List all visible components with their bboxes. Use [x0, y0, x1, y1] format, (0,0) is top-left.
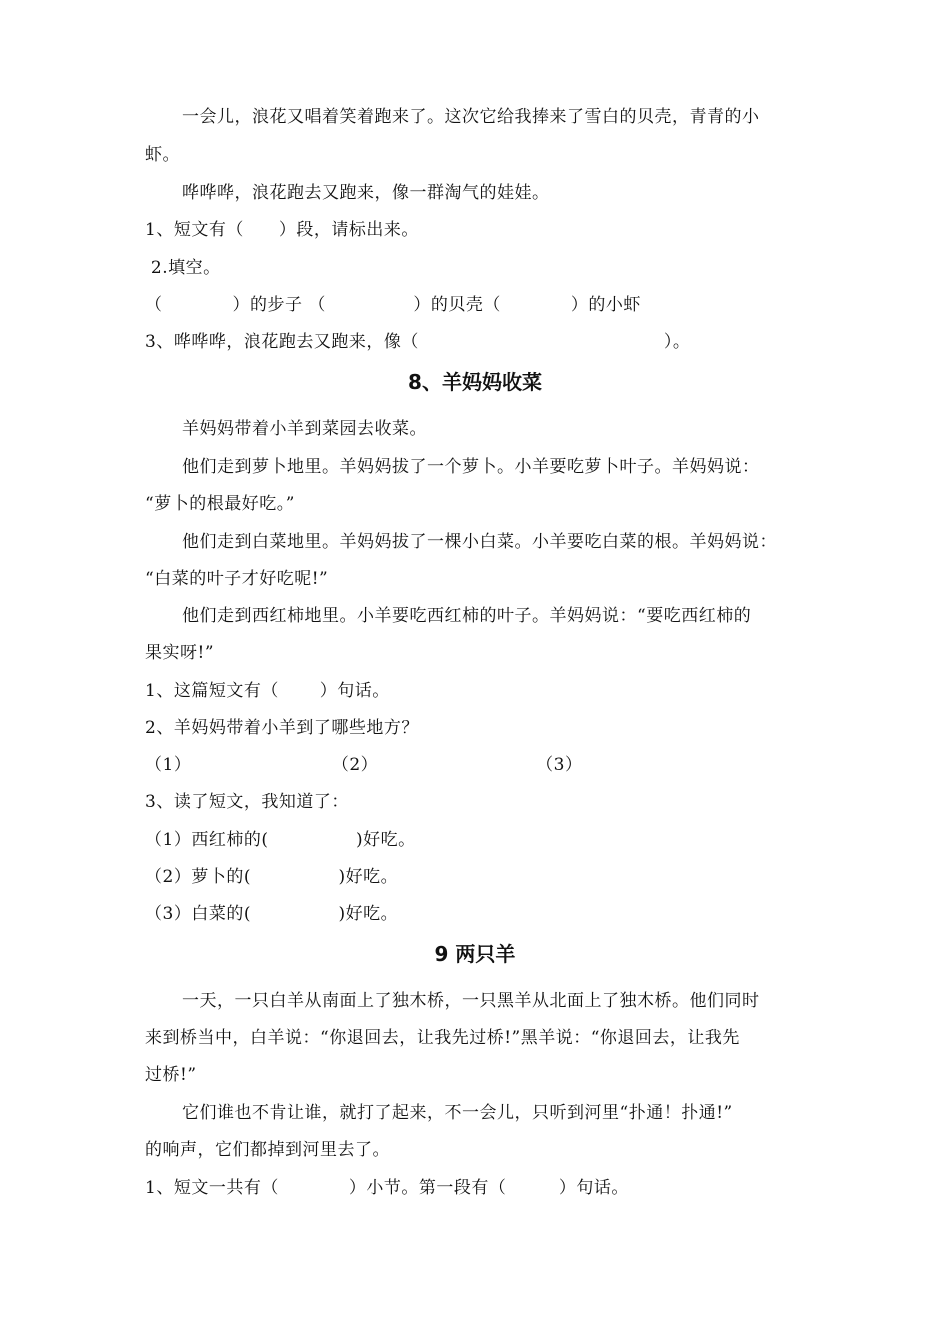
s8-question-1: 1、这篇短文有（ ）句话。	[145, 681, 390, 701]
s7-question-3: 3、哗哗哗，浪花跑去又跑来，像（ ）。	[145, 332, 691, 352]
s7-paragraph-1-line-2: 虾。	[145, 145, 180, 165]
s7-paragraph-2: 哗哗哗，浪花跑去又跑来，像一群淘气的娃娃。	[182, 183, 550, 203]
s8-paragraph-2-line-2: “萝卜的根最好吃。”	[145, 494, 295, 514]
s8-question-3-a: （1）西红柿的( )好吃。	[145, 830, 416, 850]
s8-question-3-b: （2）萝卜的( )好吃。	[145, 867, 399, 887]
s8-question-3-c: （3）白菜的( )好吃。	[145, 904, 399, 924]
s7-question-2-blanks: （ ）的步子 （ ）的贝壳（ ）的小虾	[145, 295, 641, 315]
s9-question-1: 1、短文一共有（ ）小节。第一段有（ ）句话。	[145, 1178, 629, 1198]
section-9-title: 9 两只羊	[434, 942, 516, 966]
s9-paragraph-1-line-3: 过桥!”	[145, 1065, 197, 1085]
s8-paragraph-3-line-2: “白菜的叶子才好吃呢!”	[145, 569, 329, 589]
s7-paragraph-1-line-1: 一会儿，浪花又唱着笑着跑来了。这次它给我捧来了雪白的贝壳，青青的小	[182, 107, 760, 127]
section-8-title: 8、羊妈妈收菜	[408, 370, 542, 394]
s8-paragraph-1: 羊妈妈带着小羊到菜园去收菜。	[182, 419, 427, 439]
s8-paragraph-4-line-2: 果实呀!”	[145, 643, 215, 663]
s8-question-3: 3、读了短文，我知道了：	[145, 792, 349, 812]
s8-question-2: 2、羊妈妈带着小羊到了哪些地方？	[145, 718, 419, 738]
s8-paragraph-4-line-1: 他们走到西红柿地里。小羊要吃西红柿的叶子。羊妈妈说：“要吃西红柿的	[182, 606, 752, 626]
s9-paragraph-2-line-1: 它们谁也不肯让谁，就打了起来，不一会儿，只听到河里“扑通！扑通!”	[182, 1103, 733, 1123]
s9-paragraph-2-line-2: 的响声，它们都掉到河里去了。	[145, 1140, 390, 1160]
s7-question-2: 2.填空。	[145, 258, 221, 278]
s9-paragraph-1-line-1: 一天，一只白羊从南面上了独木桥，一只黑羊从北面上了独木桥。他们同时	[182, 991, 760, 1011]
s8-paragraph-3-line-1: 他们走到白菜地里。羊妈妈拔了一棵小白菜。小羊要吃白菜的根。羊妈妈说：	[182, 532, 777, 552]
s8-question-2-items: （1） （2） （3）	[145, 755, 583, 775]
s9-paragraph-1-line-2: 来到桥当中，白羊说：“你退回去，让我先过桥!”黑羊说：“你退回去，让我先	[145, 1028, 740, 1048]
s8-paragraph-2-line-1: 他们走到萝卜地里。羊妈妈拔了一个萝卜。小羊要吃萝卜叶子。羊妈妈说：	[182, 457, 760, 477]
s7-question-1: 1、短文有（ ）段，请标出来。	[145, 220, 419, 240]
